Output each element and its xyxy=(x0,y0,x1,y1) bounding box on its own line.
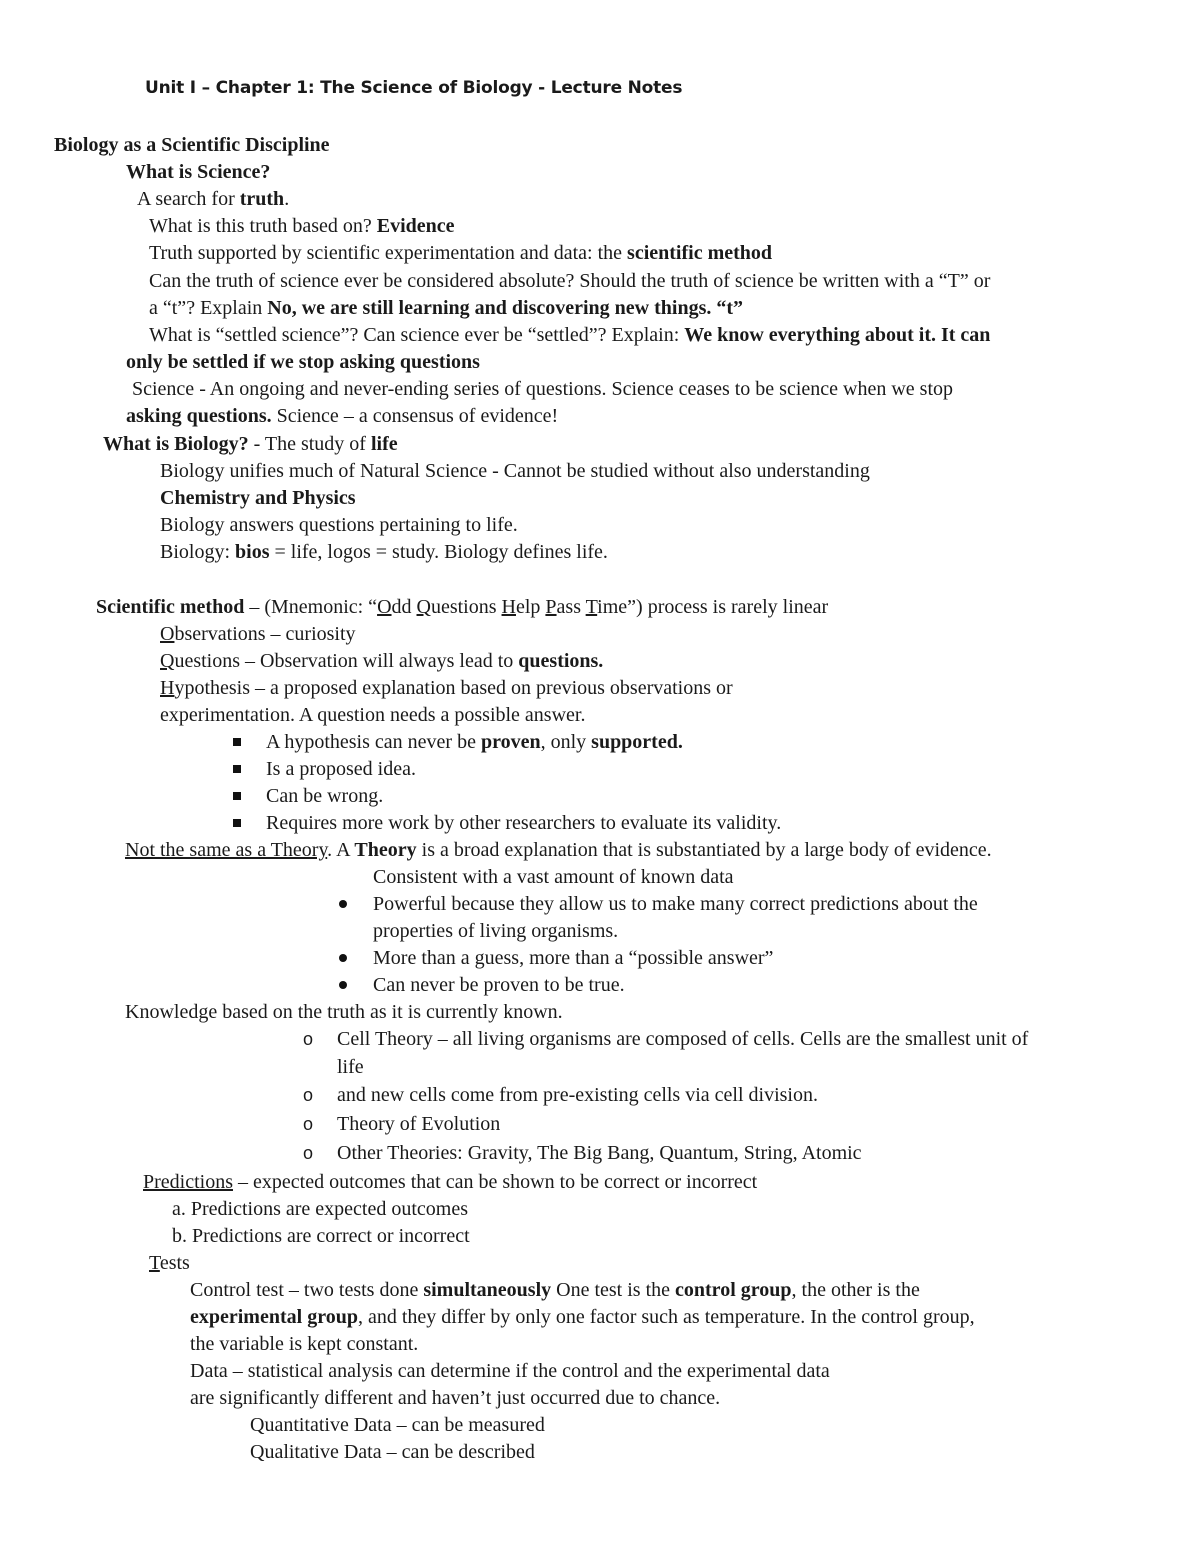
note-line: Questions – Observation will always lead to questions. xyxy=(160,650,604,672)
round-bullet-icon xyxy=(339,954,347,962)
circle-bullet-icon: o xyxy=(303,1143,314,1163)
note-line: Predictions – expected outcomes that can be shown to be correct or incorrect xyxy=(143,1171,758,1193)
subheading-what-is-science: What is Science? xyxy=(126,161,271,183)
list-item: Theory of Evolution xyxy=(337,1113,501,1135)
note-line: Not the same as a Theory. A Theory is a broad explanation that is substantiated by a large body of evidence. xyxy=(125,839,992,861)
note-line: Knowledge based on the truth as it is currently known. xyxy=(125,1001,563,1023)
circle-bullet-icon: o xyxy=(303,1029,314,1049)
note-line: Science - An ongoing and never-ending series of questions. Science ceases to be science when we stop xyxy=(132,378,954,400)
section-heading: Biology as a Scientific Discipline xyxy=(54,134,330,156)
square-bullet-icon xyxy=(233,738,241,746)
note-line: Truth supported by scientific experimentation and data: the scientific method xyxy=(149,242,773,264)
note-line: Tests xyxy=(149,1252,190,1274)
note-line: Quantitative Data – can be measured xyxy=(250,1414,545,1436)
list-item: a. Predictions are expected outcomes xyxy=(172,1198,468,1220)
note-line: What is this truth based on? Evidence xyxy=(149,215,455,237)
note-line: only be settled if we stop asking questions xyxy=(126,351,480,373)
list-item: Can be wrong. xyxy=(266,785,384,807)
round-bullet-icon xyxy=(339,900,347,908)
note-line: are significantly different and haven’t just occurred due to chance. xyxy=(190,1387,721,1409)
square-bullet-icon xyxy=(233,765,241,773)
note-line: Observations – curiosity xyxy=(160,623,356,645)
note-line: Control test – two tests done simultaneously One test is the control group, the other is the xyxy=(190,1279,920,1301)
note-line: What is “settled science”? Can science ever be “settled”? Explain: We know everything about it. It can xyxy=(149,324,991,346)
list-item: Requires more work by other researchers to evaluate its validity. xyxy=(266,812,782,834)
list-item: More than a guess, more than a “possible answer” xyxy=(373,947,774,969)
note-line: Can the truth of science ever be considered absolute? Should the truth of science be written with a “T” or xyxy=(149,270,991,292)
note-line: Biology unifies much of Natural Science - Cannot be studied without also understanding xyxy=(160,460,870,482)
note-line: Consistent with a vast amount of known data xyxy=(373,866,734,888)
list-item: Can never be proven to be true. xyxy=(373,974,625,996)
page-title: Unit I – Chapter 1: The Science of Biology - Lecture Notes xyxy=(145,78,683,98)
circle-bullet-icon: o xyxy=(303,1114,314,1134)
list-item: Cell Theory – all living organisms are composed of cells. Cells are the smallest unit of xyxy=(337,1028,1029,1050)
note-line: Biology answers questions pertaining to life. xyxy=(160,514,518,536)
list-item: b. Predictions are correct or incorrect xyxy=(172,1225,470,1247)
note-line: Qualitative Data – can be described xyxy=(250,1441,535,1463)
note-line: Biology: bios = life, logos = study. Biology defines life. xyxy=(160,541,608,563)
note-line: Data – statistical analysis can determine if the control and the experimental data xyxy=(190,1360,830,1382)
list-item: Powerful because they allow us to make many correct predictions about the xyxy=(373,893,978,915)
note-line: Chemistry and Physics xyxy=(160,487,356,509)
note-line: the variable is kept constant. xyxy=(190,1333,419,1355)
subheading-what-is-biology: What is Biology? - The study of life xyxy=(103,433,398,455)
square-bullet-icon xyxy=(233,819,241,827)
note-line: asking questions. Science – a consensus of evidence! xyxy=(126,405,559,427)
note-line: experimentation. A question needs a possible answer. xyxy=(160,704,586,726)
note-line: a “t”? Explain No, we are still learning and discovering new things. “t” xyxy=(149,297,744,319)
circle-bullet-icon: o xyxy=(303,1085,314,1105)
square-bullet-icon xyxy=(233,792,241,800)
subheading-scientific-method: Scientific method – (Mnemonic: “Odd Questions Help Pass Time”) process is rarely linear xyxy=(96,596,829,618)
list-item: Other Theories: Gravity, The Big Bang, Quantum, String, Atomic xyxy=(337,1142,862,1164)
list-item: and new cells come from pre-existing cells via cell division. xyxy=(337,1084,818,1106)
note-line: Hypothesis – a proposed explanation based on previous observations or xyxy=(160,677,733,699)
list-item: A hypothesis can never be proven, only supported. xyxy=(266,731,683,753)
list-item-continuation: properties of living organisms. xyxy=(373,920,619,942)
note-line: A search for truth. xyxy=(137,188,290,210)
list-item-continuation: life xyxy=(337,1056,364,1078)
note-line: experimental group, and they differ by only one factor such as temperature. In the control group, xyxy=(190,1306,975,1328)
round-bullet-icon xyxy=(339,981,347,989)
list-item: Is a proposed idea. xyxy=(266,758,416,780)
